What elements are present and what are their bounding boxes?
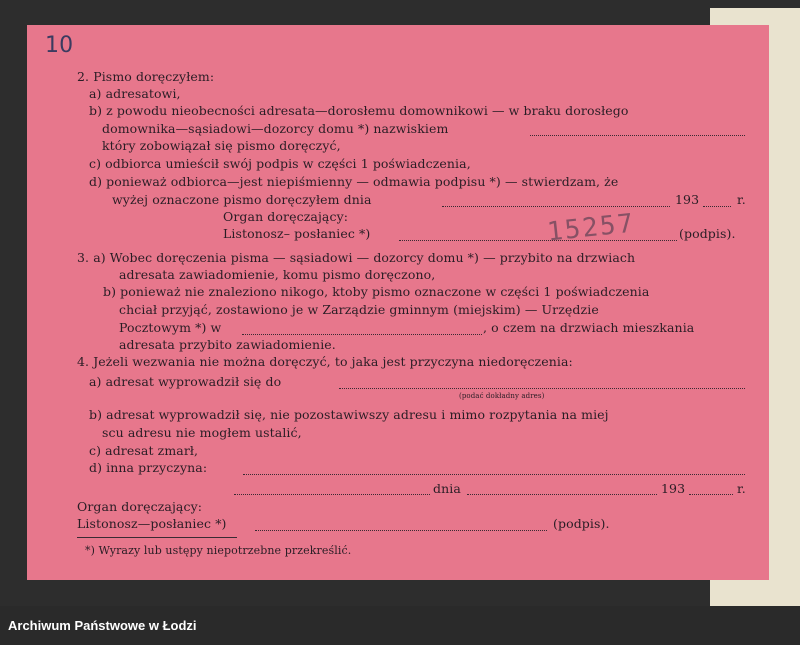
section4-intro: 4. Jeżeli wezwania nie można doręczyć, to jaka jest przyczyna niedoręczenia: <box>77 354 573 369</box>
section4-year: 193 <box>661 481 686 496</box>
section2-d2: wyżej oznaczone pismo doręczyłem dnia <box>112 192 372 207</box>
undelivered-year-line[interactable] <box>689 494 733 495</box>
section3-b4: adresata przybito zawiadomienie. <box>119 337 336 352</box>
section2-b2: domownika—sąsiadowi—dozorcy domu *) nazwiskiem <box>102 121 449 136</box>
footnote: *) Wyrazy lub ustępy niepotrzebne przekreślić. <box>85 544 352 557</box>
section4-organ: Organ doręczający: <box>77 499 203 514</box>
pencil-note: 10 <box>45 33 74 58</box>
recipient-name-line[interactable] <box>530 135 745 136</box>
ink-stamp: 15257 <box>545 208 637 248</box>
section4-b2: scu adresu nie mogłem ustalić, <box>102 425 302 440</box>
section3-b1: b) ponieważ nie znaleziono nikogo, ktoby pismo oznaczone w części 1 poświadczenia <box>103 284 650 299</box>
section4-dnia: dnia <box>433 481 461 496</box>
section2-a: a) adresatowi, <box>89 86 181 101</box>
form-card <box>27 25 769 580</box>
section3-b3a: Pocztowym *) w <box>119 320 222 335</box>
section2-c: c) odbiorca umieścił swój podpis w części 1 poświadczenia, <box>89 156 471 171</box>
section4-c: c) adresat zmarł, <box>89 443 199 458</box>
new-address-line[interactable] <box>339 388 745 389</box>
section2-podpis: (podpis). <box>679 226 736 241</box>
section3-b2: chciał przyjąć, zostawiono je w Zarządzie gminnym (miejskim) — Urzędzie <box>119 302 599 317</box>
post-office-line[interactable] <box>242 334 482 335</box>
section2-title: 2. Pismo doręczyłem: <box>77 69 215 84</box>
signature-line-4[interactable] <box>255 530 547 531</box>
address-hint: (podać dokładny adres) <box>459 392 545 400</box>
section3-a2: adresata zawiadomienie, komu pismo doręczono, <box>119 267 436 282</box>
delivery-year-line[interactable] <box>703 206 731 207</box>
section2-listonosz: Listonosz– posłaniec *) <box>223 226 371 241</box>
section2-d1: d) ponieważ odbiorca—jest niepiśmienny — odmawia podpisu *) — stwierdzam, że <box>89 174 619 189</box>
section4-r: r. <box>737 481 746 496</box>
other-reason-line[interactable] <box>243 474 745 475</box>
archive-name: Archiwum Państwowe w Łodzi <box>8 618 197 633</box>
footnote-divider <box>77 537 237 538</box>
section2-year: 193 <box>675 192 700 207</box>
signature-line-2[interactable] <box>399 240 677 241</box>
undelivered-date-line[interactable] <box>467 494 657 495</box>
section2-organ: Organ doręczający: <box>223 209 349 224</box>
section4-a: a) adresat wyprowadził się do <box>89 374 282 389</box>
section3-a1: 3. a) Wobec doręczenia pisma — sąsiadowi — dozorcy domu *) — przybito na drzwiach <box>77 250 636 265</box>
delivery-date-line[interactable] <box>442 206 670 207</box>
place-line[interactable] <box>234 494 430 495</box>
section2-b3: który zobowiązał się pismo doręczyć, <box>102 138 341 153</box>
section2-r: r. <box>737 192 746 207</box>
archive-footer <box>0 606 800 645</box>
section4-listonosz: Listonosz—posłaniec *) <box>77 516 227 531</box>
section4-podpis: (podpis). <box>553 516 610 531</box>
section2-b1: b) z powodu nieobecności adresata—dorosłemu domownikowi — w braku dorosłego <box>89 103 629 118</box>
section4-b1: b) adresat wyprowadził się, nie pozostawiwszy adresu i mimo rozpytania na miej <box>89 407 609 422</box>
section4-d: d) inna przyczyna: <box>89 460 208 475</box>
section3-b3b: , o czem na drzwiach mieszkania <box>483 320 695 335</box>
